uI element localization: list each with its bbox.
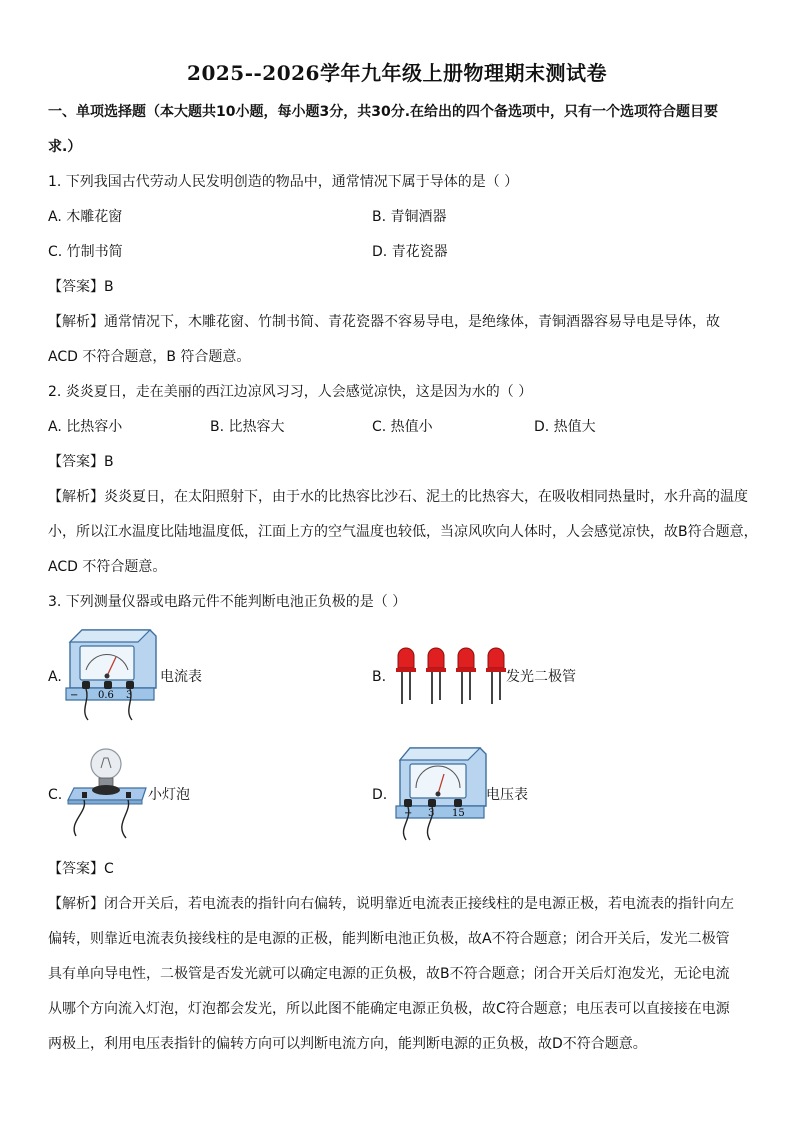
q2-analysis-line: ACD 不符合题意。 [48, 559, 167, 575]
voltmeter-terminal-label: − [404, 808, 413, 819]
light-bulb-icon [64, 744, 150, 840]
q2-option-d: D. 热值大 [534, 419, 596, 435]
q3-option-c-label: 小灯泡 [148, 787, 190, 803]
q3-stem: 3. 下列测量仪器或电路元件不能判断电池正负极的是（ ） [48, 594, 407, 610]
led-diodes-icon [392, 644, 508, 708]
voltmeter-terminal-label: 15 [452, 808, 465, 819]
q1-option-d: D. 青花瓷器 [372, 244, 448, 260]
page-title: 2025--2026学年九年级上册物理期末测试卷 [187, 61, 607, 85]
q3-option-c-letter: C. [48, 787, 63, 803]
q1-analysis-line: ACD 不符合题意，B 符合题意。 [48, 349, 251, 365]
q3-analysis-line: 具有单向导电性，二极管是否发光就可以确定电源的正负极，故B不符合题意；闭合开关后灯泡发光，无论电流 [48, 966, 730, 982]
q1-option-c: C. 竹制书简 [48, 244, 123, 260]
q1-stem: 1. 下列我国古代劳动人民发明创造的物品中，通常情况下属于导体的是（ ） [48, 174, 519, 190]
q1-answer: 【答案】B [48, 279, 114, 295]
q3-option-d-letter: D. [372, 787, 388, 803]
q1-analysis-line: 【解析】通常情况下，木雕花窗、竹制书简、青花瓷器不容易导电，是绝缘体，青铜酒器容易导电是导体，故 [48, 314, 720, 330]
q2-analysis-line: 小，所以江水温度比陆地温度低，江面上方的空气温度也较低，当凉风吹向人体时，人会感觉凉快，故B符合题意， [48, 524, 758, 540]
voltmeter-icon [392, 744, 488, 842]
q3-option-a-letter: A. [48, 669, 62, 685]
q3-analysis-line: 从哪个方向流入灯泡，灯泡都会发光，所以此图不能确定电源正负极，故C符合题意；电压表可以直接接在电源 [48, 1001, 730, 1017]
q1-option-a: A. 木雕花窗 [48, 209, 123, 225]
section-heading-line1: 一、单项选择题（本大题共10小题，每小题3分，共30分.在给出的四个备选项中，只有一个选项符合题目要 [48, 104, 719, 120]
q3-answer: 【答案】C [48, 861, 114, 877]
ammeter-terminal-label: 0.6 [98, 690, 114, 701]
q2-answer: 【答案】B [48, 454, 114, 470]
q2-stem: 2. 炎炎夏日，走在美丽的西江边凉风习习，人会感觉凉快，这是因为水的（ ） [48, 384, 533, 400]
q3-analysis-line: 偏转，则靠近电流表负接线柱的是电源的正极，能判断电池正负极，故A不符合题意；闭合开关后，发光二极管 [48, 931, 730, 947]
ammeter-terminal-label: − [70, 690, 79, 701]
ammeter-terminal-label: 3 [126, 690, 133, 701]
q3-analysis-line: 两极上，利用电压表指针的偏转方向可以判断电流方向，能判断电源的正负极，故D不符合题意。 [48, 1036, 647, 1052]
q3-option-b-label: 发光二极管 [506, 669, 576, 685]
q2-option-b: B. 比热容大 [210, 419, 285, 435]
q2-option-a: A. 比热容小 [48, 419, 123, 435]
section-heading-line2: 求.） [48, 139, 82, 155]
voltmeter-terminal-label: 3 [428, 808, 435, 819]
ammeter-icon [64, 626, 158, 722]
q3-option-d-label: 电压表 [486, 787, 528, 803]
q2-option-c: C. 热值小 [372, 419, 433, 435]
q3-analysis-line: 【解析】闭合开关后，若电流表的指针向右偏转，说明靠近电流表正接线柱的是电源正极，若电流表的指针向左 [48, 896, 734, 912]
q2-analysis-line: 【解析】炎炎夏日，在太阳照射下，由于水的比热容比沙石、泥土的比热容大，在吸收相同热量时，水升高的温度 [48, 489, 748, 505]
q3-option-b-letter: B. [372, 669, 387, 685]
q3-option-a-label: 电流表 [160, 669, 202, 685]
q1-option-b: B. 青铜酒器 [372, 209, 447, 225]
